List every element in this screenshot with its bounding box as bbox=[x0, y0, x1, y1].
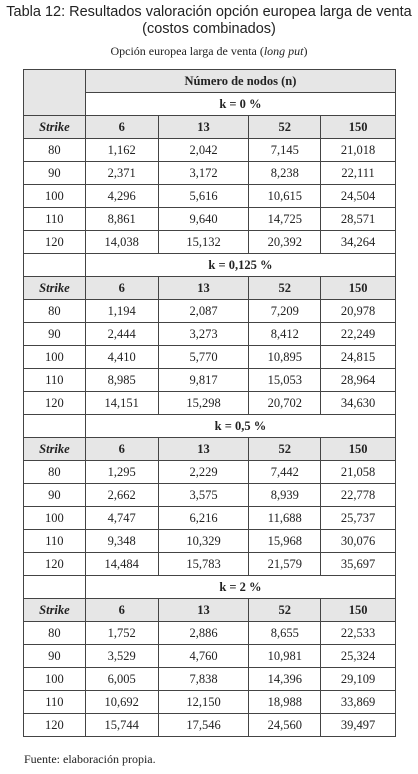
nodes-col-header: 13 bbox=[158, 438, 249, 461]
value-cell: 14,396 bbox=[249, 668, 321, 691]
value-cell: 10,692 bbox=[85, 691, 158, 714]
k-band-row bbox=[24, 254, 396, 277]
nodes-col-header: 6 bbox=[85, 599, 158, 622]
nodes-col-header: 150 bbox=[321, 277, 396, 300]
value-cell: 6,005 bbox=[85, 668, 158, 691]
value-cell: 6,216 bbox=[158, 507, 249, 530]
value-cell: 24,815 bbox=[321, 346, 396, 369]
value-cell: 14,484 bbox=[85, 553, 158, 576]
value-cell: 1,752 bbox=[85, 622, 158, 645]
value-cell: 1,194 bbox=[85, 300, 158, 323]
strike-cell: 100 bbox=[24, 668, 86, 691]
value-cell: 1,295 bbox=[85, 461, 158, 484]
k-band-row bbox=[24, 415, 396, 438]
value-cell: 3,273 bbox=[158, 323, 249, 346]
table-row bbox=[24, 461, 396, 484]
nodes-header: Número de nodos (n) bbox=[85, 70, 395, 93]
value-cell: 7,442 bbox=[249, 461, 321, 484]
value-cell: 22,533 bbox=[321, 622, 396, 645]
k-value-label: k = 0 % bbox=[85, 93, 395, 116]
value-cell: 24,560 bbox=[249, 714, 321, 737]
strike-cell: 110 bbox=[24, 369, 86, 392]
value-cell: 4,760 bbox=[158, 645, 249, 668]
strike-header: Strike bbox=[24, 116, 86, 139]
value-cell: 22,249 bbox=[321, 323, 396, 346]
table-row bbox=[24, 139, 396, 162]
strike-cell: 80 bbox=[24, 461, 86, 484]
k-value-label: k = 2 % bbox=[85, 576, 395, 599]
results-table-body bbox=[24, 70, 396, 737]
value-cell: 8,655 bbox=[249, 622, 321, 645]
strike-header: Strike bbox=[24, 438, 86, 461]
table-row bbox=[24, 484, 396, 507]
value-cell: 2,229 bbox=[158, 461, 249, 484]
value-cell: 2,662 bbox=[85, 484, 158, 507]
table-row bbox=[24, 553, 396, 576]
nodes-col-header: 13 bbox=[158, 277, 249, 300]
column-header-row bbox=[24, 116, 396, 139]
subtitle-end: ) bbox=[303, 44, 308, 58]
nodes-col-header: 150 bbox=[321, 116, 396, 139]
table-row bbox=[24, 346, 396, 369]
strike-cell: 90 bbox=[24, 162, 86, 185]
value-cell: 15,968 bbox=[249, 530, 321, 553]
value-cell: 25,737 bbox=[321, 507, 396, 530]
nodes-col-header: 52 bbox=[249, 599, 321, 622]
value-cell: 24,504 bbox=[321, 185, 396, 208]
table-row bbox=[24, 668, 396, 691]
value-cell: 12,150 bbox=[158, 691, 249, 714]
table-row bbox=[24, 622, 396, 645]
table-row bbox=[24, 300, 396, 323]
strike-header: Strike bbox=[24, 277, 86, 300]
value-cell: 3,529 bbox=[85, 645, 158, 668]
value-cell: 14,725 bbox=[249, 208, 321, 231]
strike-cell: 90 bbox=[24, 484, 86, 507]
table-caption: Tabla 12: Resultados valoración opción europea larga de venta (costos combinados) bbox=[6, 4, 412, 37]
k-band-row bbox=[24, 576, 396, 599]
value-cell: 30,076 bbox=[321, 530, 396, 553]
value-cell: 5,770 bbox=[158, 346, 249, 369]
nodes-col-header: 52 bbox=[249, 438, 321, 461]
k-value-label: k = 0,5 % bbox=[85, 415, 395, 438]
table-row bbox=[24, 392, 396, 415]
strike-cell: 110 bbox=[24, 530, 86, 553]
value-cell: 4,410 bbox=[85, 346, 158, 369]
value-cell: 21,018 bbox=[321, 139, 396, 162]
value-cell: 22,111 bbox=[321, 162, 396, 185]
value-cell: 33,869 bbox=[321, 691, 396, 714]
value-cell: 14,038 bbox=[85, 231, 158, 254]
strike-cell: 100 bbox=[24, 185, 86, 208]
nodes-col-header: 6 bbox=[85, 116, 158, 139]
strike-cell: 100 bbox=[24, 507, 86, 530]
table-subtitle bbox=[0, 44, 418, 60]
value-cell: 7,145 bbox=[249, 139, 321, 162]
column-header-row bbox=[24, 277, 396, 300]
value-cell: 28,571 bbox=[321, 208, 396, 231]
value-cell: 7,838 bbox=[158, 668, 249, 691]
value-cell: 25,324 bbox=[321, 645, 396, 668]
strike-cell: 110 bbox=[24, 691, 86, 714]
table-row bbox=[24, 507, 396, 530]
value-cell: 2,042 bbox=[158, 139, 249, 162]
value-cell: 39,497 bbox=[321, 714, 396, 737]
value-cell: 22,778 bbox=[321, 484, 396, 507]
k-band-blank bbox=[24, 254, 86, 277]
value-cell: 9,640 bbox=[158, 208, 249, 231]
subtitle-italic: long put bbox=[263, 44, 304, 58]
nodes-col-header: 6 bbox=[85, 277, 158, 300]
source-note: Fuente: elaboración propia. bbox=[24, 752, 156, 766]
strike-cell: 80 bbox=[24, 622, 86, 645]
table-row bbox=[24, 231, 396, 254]
table-row bbox=[24, 162, 396, 185]
value-cell: 8,412 bbox=[249, 323, 321, 346]
results-table bbox=[23, 69, 396, 737]
strike-header: Strike bbox=[24, 599, 86, 622]
value-cell: 9,348 bbox=[85, 530, 158, 553]
value-cell: 21,579 bbox=[249, 553, 321, 576]
value-cell: 20,978 bbox=[321, 300, 396, 323]
subtitle-text: Opción europea larga de venta ( bbox=[110, 44, 264, 58]
value-cell: 20,702 bbox=[249, 392, 321, 415]
value-cell: 15,132 bbox=[158, 231, 249, 254]
table-row bbox=[24, 714, 396, 737]
nodes-col-header: 52 bbox=[249, 277, 321, 300]
value-cell: 7,209 bbox=[249, 300, 321, 323]
value-cell: 10,329 bbox=[158, 530, 249, 553]
strike-cell: 120 bbox=[24, 231, 86, 254]
value-cell: 8,939 bbox=[249, 484, 321, 507]
value-cell: 8,238 bbox=[249, 162, 321, 185]
table-row bbox=[24, 645, 396, 668]
value-cell: 3,575 bbox=[158, 484, 249, 507]
value-cell: 2,886 bbox=[158, 622, 249, 645]
table-row bbox=[24, 691, 396, 714]
value-cell: 8,985 bbox=[85, 369, 158, 392]
strike-cell: 80 bbox=[24, 300, 86, 323]
value-cell: 18,988 bbox=[249, 691, 321, 714]
value-cell: 1,162 bbox=[85, 139, 158, 162]
nodes-col-header: 13 bbox=[158, 599, 249, 622]
column-header-row bbox=[24, 438, 396, 461]
strike-cell: 90 bbox=[24, 323, 86, 346]
strike-cell: 120 bbox=[24, 714, 86, 737]
value-cell: 21,058 bbox=[321, 461, 396, 484]
strike-cell: 80 bbox=[24, 139, 86, 162]
k-value-label: k = 0,125 % bbox=[85, 254, 395, 277]
nodes-col-header: 52 bbox=[249, 116, 321, 139]
table-row bbox=[24, 323, 396, 346]
nodes-col-header: 150 bbox=[321, 599, 396, 622]
value-cell: 3,172 bbox=[158, 162, 249, 185]
strike-cell: 90 bbox=[24, 645, 86, 668]
value-cell: 20,392 bbox=[249, 231, 321, 254]
table-row bbox=[24, 530, 396, 553]
k-band-blank bbox=[24, 576, 86, 599]
column-header-row bbox=[24, 599, 396, 622]
strike-cell: 120 bbox=[24, 392, 86, 415]
value-cell: 15,053 bbox=[249, 369, 321, 392]
value-cell: 10,895 bbox=[249, 346, 321, 369]
nodes-col-header: 13 bbox=[158, 116, 249, 139]
value-cell: 15,744 bbox=[85, 714, 158, 737]
value-cell: 10,615 bbox=[249, 185, 321, 208]
value-cell: 15,783 bbox=[158, 553, 249, 576]
table-row bbox=[24, 208, 396, 231]
value-cell: 14,151 bbox=[85, 392, 158, 415]
strike-cell: 120 bbox=[24, 553, 86, 576]
value-cell: 29,109 bbox=[321, 668, 396, 691]
nodes-col-header: 6 bbox=[85, 438, 158, 461]
value-cell: 15,298 bbox=[158, 392, 249, 415]
value-cell: 34,264 bbox=[321, 231, 396, 254]
value-cell: 34,630 bbox=[321, 392, 396, 415]
k-band-blank bbox=[24, 415, 86, 438]
value-cell: 11,688 bbox=[249, 507, 321, 530]
strike-cell: 110 bbox=[24, 208, 86, 231]
value-cell: 8,861 bbox=[85, 208, 158, 231]
table-row bbox=[24, 185, 396, 208]
value-cell: 2,371 bbox=[85, 162, 158, 185]
value-cell: 4,296 bbox=[85, 185, 158, 208]
value-cell: 2,087 bbox=[158, 300, 249, 323]
value-cell: 2,444 bbox=[85, 323, 158, 346]
table-row bbox=[24, 369, 396, 392]
value-cell: 4,747 bbox=[85, 507, 158, 530]
value-cell: 5,616 bbox=[158, 185, 249, 208]
value-cell: 9,817 bbox=[158, 369, 249, 392]
nodes-col-header: 150 bbox=[321, 438, 396, 461]
value-cell: 10,981 bbox=[249, 645, 321, 668]
header-corner bbox=[24, 70, 86, 116]
value-cell: 28,964 bbox=[321, 369, 396, 392]
header-row-nodes bbox=[24, 70, 396, 93]
strike-cell: 100 bbox=[24, 346, 86, 369]
value-cell: 35,697 bbox=[321, 553, 396, 576]
value-cell: 17,546 bbox=[158, 714, 249, 737]
